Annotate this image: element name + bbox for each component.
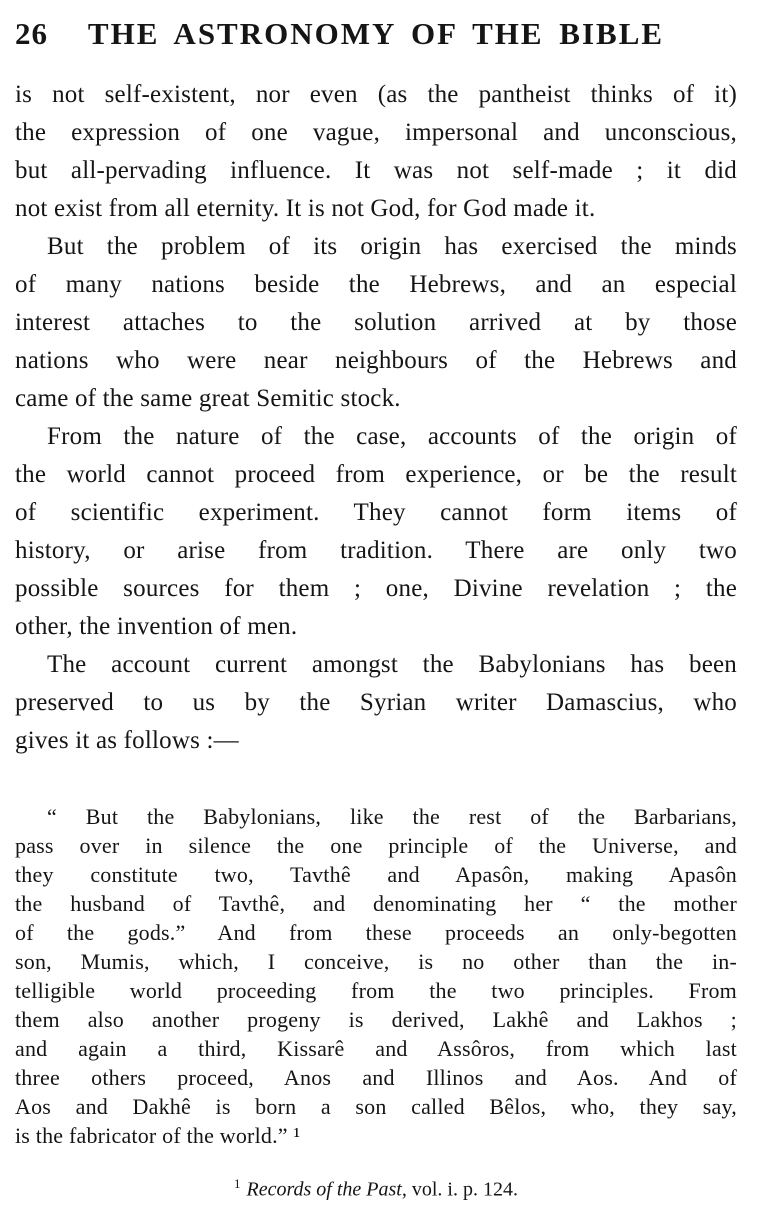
text-line: history, or arise from tradition. There are only two — [15, 537, 737, 564]
text-line: the husband of Tavthê, and denominating her “ the mother — [15, 891, 737, 916]
text-line: came of the same great Semitic stock. — [15, 385, 401, 412]
text-line: is the fabricator of the world.” ¹ — [15, 1123, 301, 1148]
text-line: but all-pervading influence. It was not self-made ; it did — [15, 157, 737, 184]
text-line: possible sources for them ; one, Divine revelation ; the — [15, 575, 737, 602]
paragraph — [15, 646, 737, 760]
text-line: interest attaches to the solution arrived at by those — [15, 309, 737, 336]
text-line: not exist from all eternity. It is not God, for God made it. — [15, 195, 596, 222]
paragraph — [15, 418, 737, 646]
text-line: of scientific experiment. They cannot form items of — [15, 499, 737, 526]
text-line: other, the invention of men. — [15, 613, 298, 640]
text-line: telligible world proceeding from the two principles. From — [15, 978, 737, 1003]
text-line: three others proceed, Anos and Illinos and Aos. And of — [15, 1065, 737, 1090]
block-quote — [15, 802, 737, 1150]
text-line: of many nations beside the Hebrews, and an especial — [15, 271, 737, 298]
text-line: The account current amongst the Babylonians has been — [47, 651, 737, 678]
text-line: the world cannot proceed from experience, or be the result — [15, 461, 737, 488]
text-line: Aos and Dakhê is born a son called Bêlos, who, they say, — [15, 1094, 737, 1119]
text-line: son, Mumis, which, I conceive, is no other than the in- — [15, 949, 737, 974]
text-line: “ But the Babylonians, like the rest of the Barbarians, — [47, 804, 737, 829]
text-line: But the problem of its origin has exercised the minds — [47, 233, 737, 260]
paragraph — [15, 228, 737, 418]
text-line: of the gods.” And from these proceeds an only-begotten — [15, 920, 737, 945]
running-title: THE ASTRONOMY OF THE BIBLE — [87, 16, 665, 51]
text-line: they constitute two, Tavthê and Apasôn, making Apasôn — [15, 862, 737, 887]
paragraphs — [15, 76, 737, 760]
text-line: the expression of one vague, impersonal and unconscious, — [15, 119, 737, 146]
paragraph — [15, 76, 737, 228]
page-header — [15, 16, 737, 56]
text-line: gives it as follows :— — [15, 727, 239, 754]
text-line: preserved to us by the Syrian writer Damascius, who — [15, 689, 737, 716]
page-number: 26 — [15, 16, 48, 51]
footnote-marker: 1 — [234, 1176, 241, 1191]
text-line: them also another progeny is derived, Lakhê and Lakhos ; — [15, 1007, 737, 1032]
text-line: pass over in silence the one principle of the Universe, and — [15, 833, 737, 858]
footnote-reference: vol. i. p. 124. — [406, 1178, 518, 1201]
footnote-work-title: Records of the Past, — [246, 1178, 407, 1201]
text-line: nations who were near neighbours of the Hebrews and — [15, 347, 737, 374]
footnote — [15, 1172, 737, 1202]
body-text — [15, 76, 737, 1202]
text-line: is not self-existent, nor even (as the pantheist thinks of it) — [15, 81, 737, 108]
text-line: From the nature of the case, accounts of the origin of — [47, 423, 737, 450]
text-line: and again a third, Kissarê and Assôros, from which last — [15, 1036, 737, 1061]
